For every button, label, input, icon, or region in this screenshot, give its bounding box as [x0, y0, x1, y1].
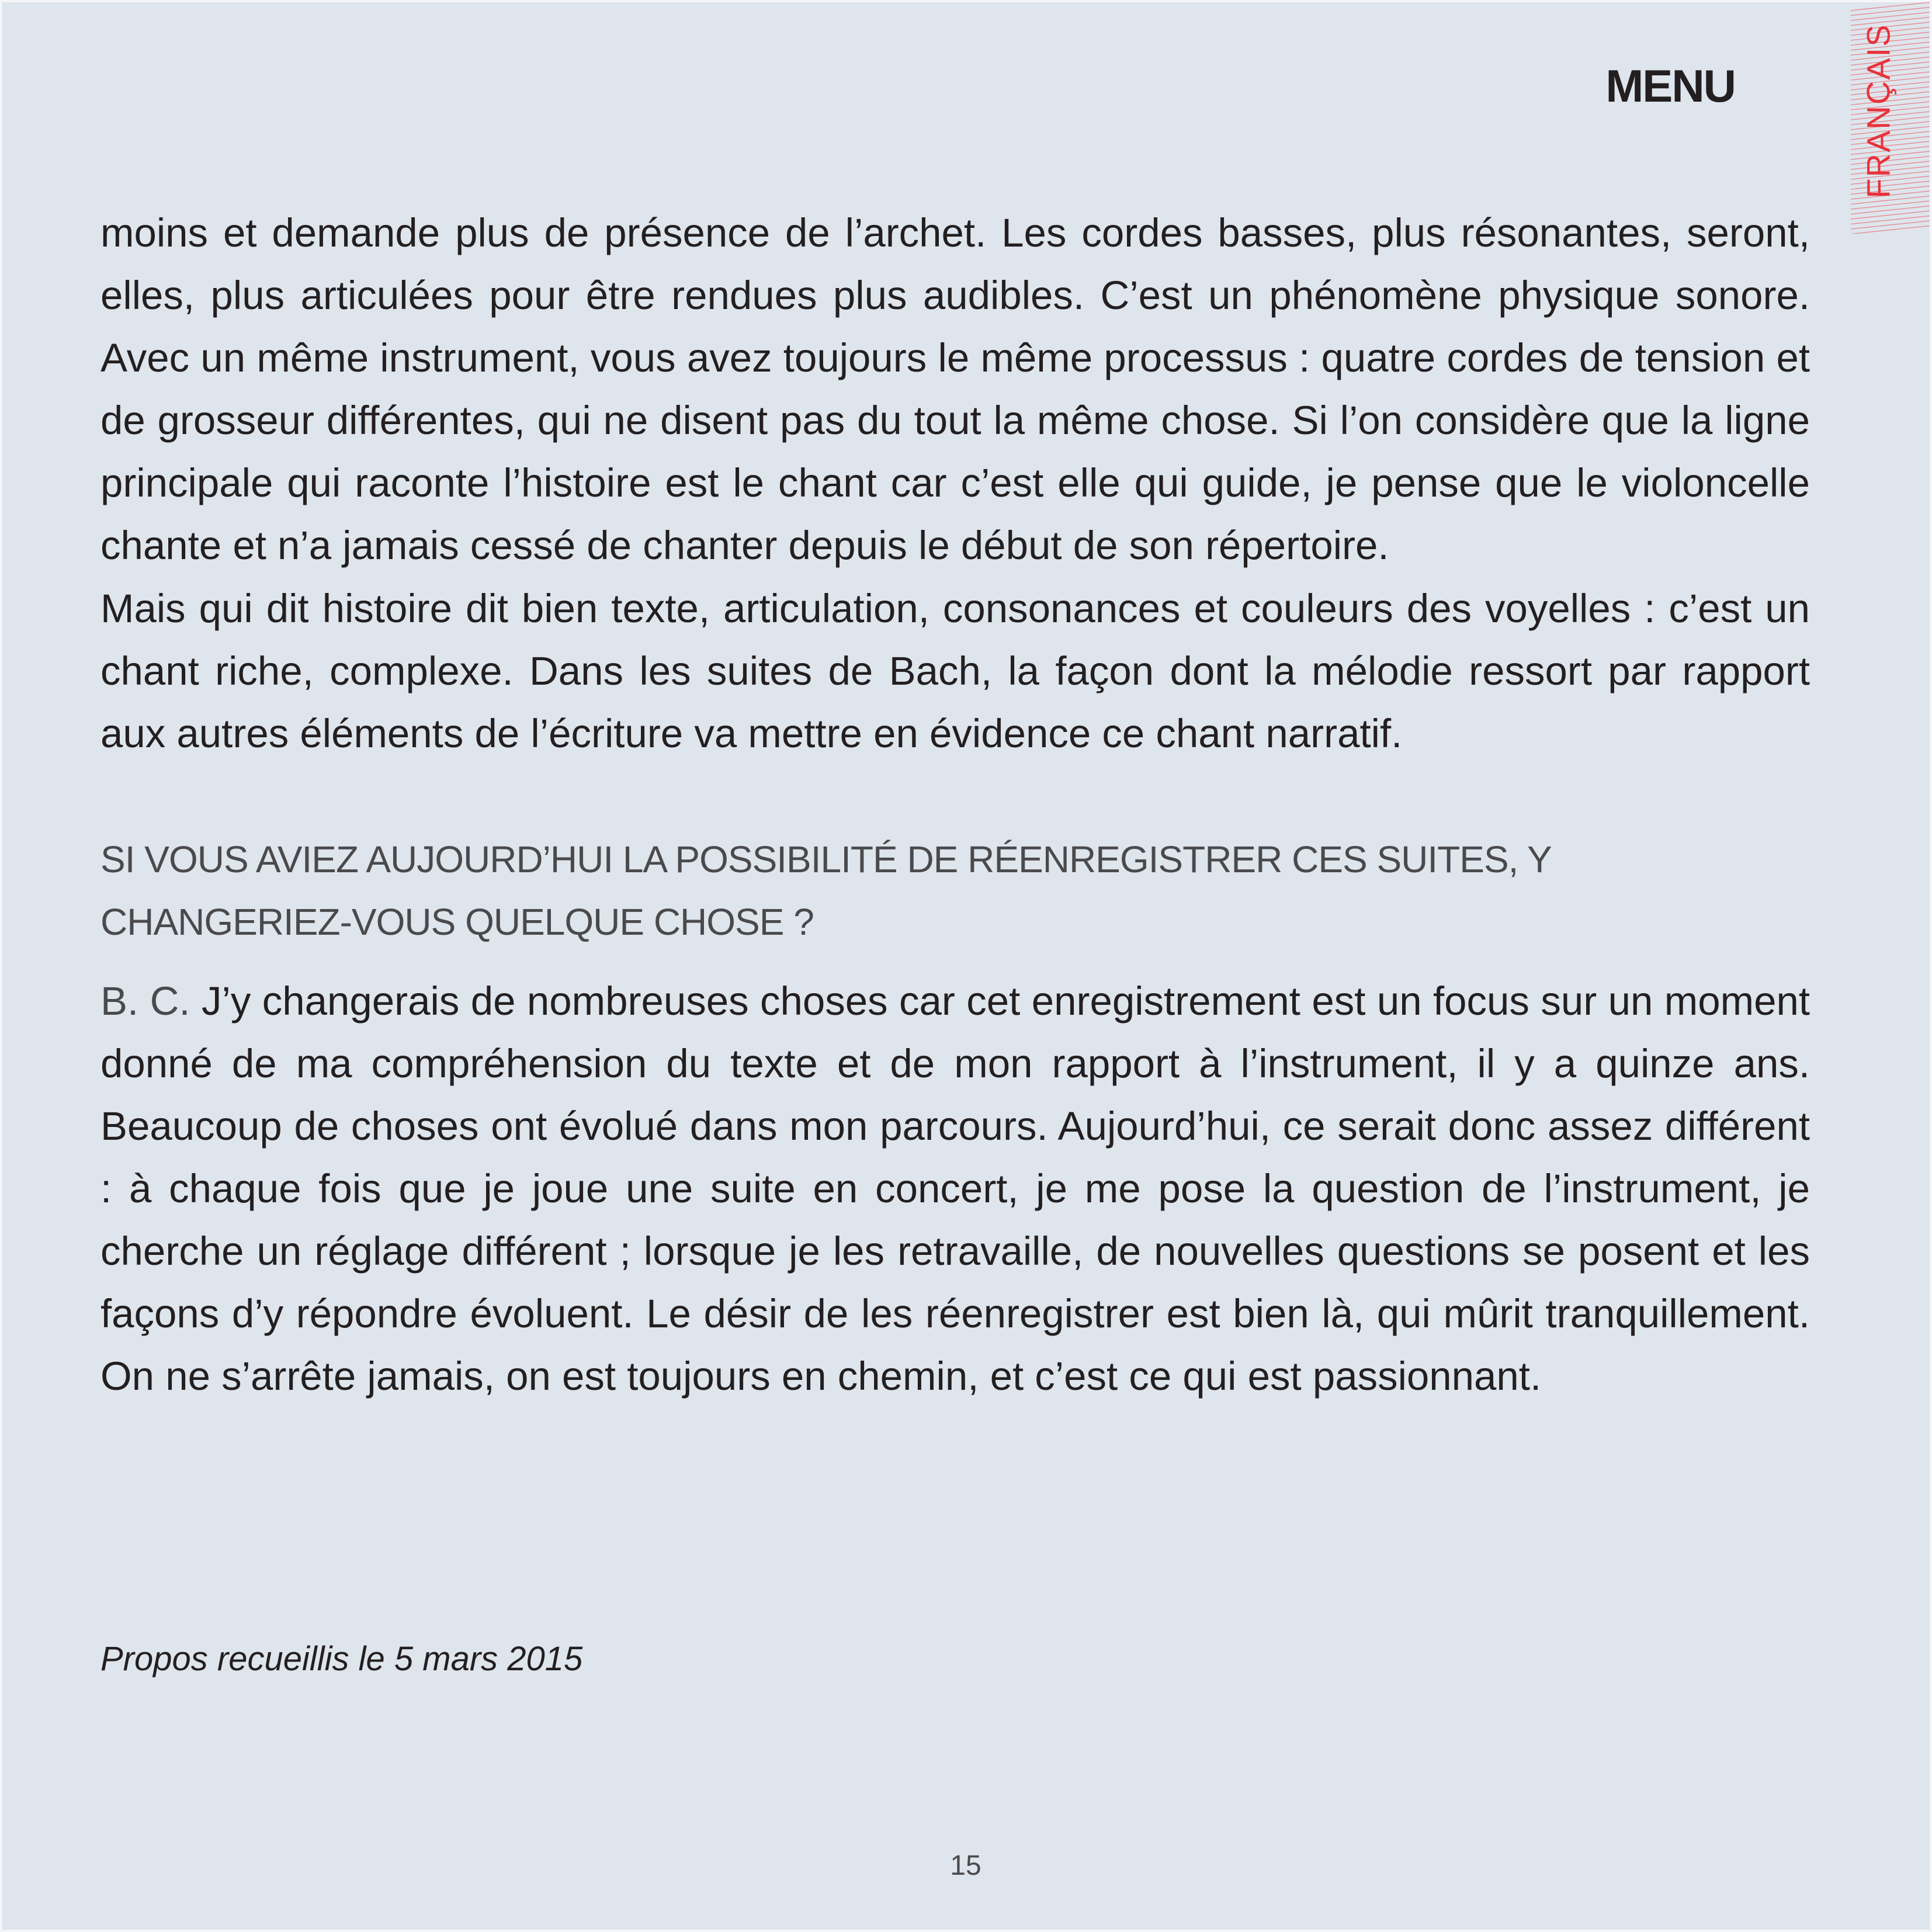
- answer-speaker: B. C.: [100, 979, 190, 1024]
- language-tab[interactable]: [1846, 23, 1910, 199]
- stripe-line: [1851, 226, 1930, 234]
- interview-question: SI VOUS AVIEZ AUJOURD’HUI LA POSSIBILITÉ DE RÉENREGISTRER CES SUITES, Y CHANGERIEZ-VOUS QUELQUE CHOSE ?: [100, 838, 1551, 943]
- menu-button[interactable]: MENU: [1605, 60, 1735, 112]
- language-label: FRANÇAIS: [1860, 23, 1897, 199]
- body-paragraph-2: Mais qui dit histoire dit bien texte, articulation, consonances et couleurs des voyelles : c’est un chant riche, complexe. Dans les suites de Bach, la façon dont la mélodie ressort par rapport aux autres éléments de l’écriture va mettre en évidence ce chant narratif.: [100, 586, 1810, 756]
- answer-text: J’y changerais de nombreuses choses car cet enregistrement est un focus sur un moment donné de ma compréhension du texte et de mon rapport à l’instrument, il y a quinze ans. Beaucoup de choses ont évolué dans mon parcours. Aujourd’hui, ce serait donc assez différent : à chaque fois que je joue une suite en concert, je me pose la question de l’instrument, je cherche un réglage différent ; lorsque je les retravaille, de nouvelles questions se posent et les façons d’y répondre évoluent. Le désir de les réenregistrer est bien là, qui mûrit tranquillement. On ne s’arrête jamais, on est toujours en chemin, et c’est ce qui est passionnant.: [100, 979, 1810, 1399]
- stripe-line: [1851, 221, 1930, 229]
- body-paragraph-1: moins et demande plus de présence de l’archet. Les cordes basses, plus résonantes, seront, elles, plus articulées pour être rendues plus audibles. C’est un phénomène physique sonore. Avec un même instrument, vous avez toujours le même processus : quatre cordes de tension et de grosseur différentes, qui ne disent pas du tout la même chose. Si l’on considère que la ligne principale qui raconte l’histoire est le chant car c’est elle qui guide, je pense que le violoncelle chante et n’a jamais cessé de chanter depuis le début de son répertoire.: [100, 210, 1810, 568]
- stripe-line: [1851, 2, 1930, 11]
- stripe-line: [1851, 216, 1930, 224]
- stripe-line: [1851, 8, 1930, 16]
- interview-date-note: Propos recueillis le 5 mars 2015: [100, 1640, 583, 1678]
- stripe-line: [1851, 211, 1930, 219]
- page-number: 15: [950, 1850, 981, 1881]
- stripe-line: [1851, 206, 1930, 214]
- stripe-line: [1851, 201, 1930, 209]
- stripe-line: [1851, 12, 1930, 20]
- interview-answer: [100, 970, 1810, 1407]
